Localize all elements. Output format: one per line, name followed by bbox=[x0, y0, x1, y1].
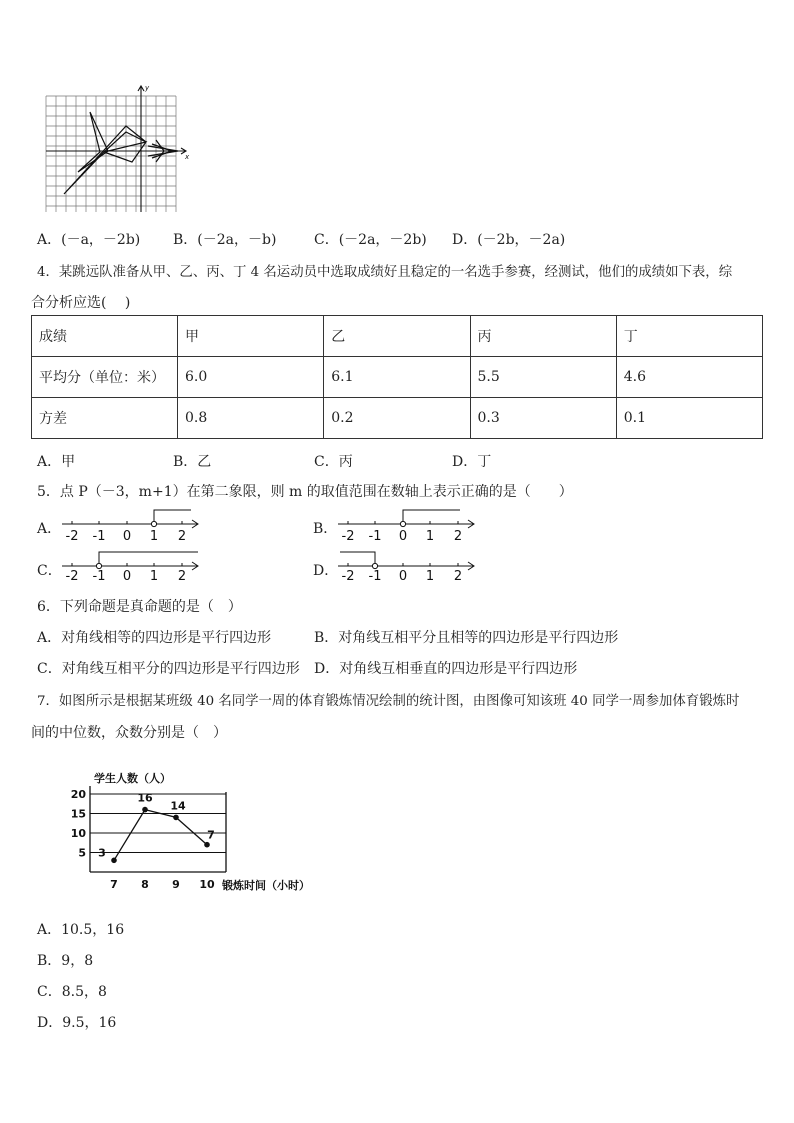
x-tick-label: 7 bbox=[110, 878, 118, 891]
table-cell: 平均分（单位：米） bbox=[32, 357, 178, 398]
x-tick-label: 8 bbox=[141, 878, 149, 891]
tick-label: -2 bbox=[65, 529, 79, 544]
table-header-cell: 丁 bbox=[616, 316, 762, 357]
data-label: 7 bbox=[207, 828, 215, 842]
x-tick-label: 10 bbox=[199, 878, 215, 891]
tick-label: 2 bbox=[453, 529, 463, 544]
q3-option-c: C．(－2a，－2b) bbox=[314, 232, 427, 248]
tick-label: 0 bbox=[398, 569, 408, 584]
data-point bbox=[173, 815, 179, 821]
table-row bbox=[32, 398, 763, 439]
tick-label: 2 bbox=[177, 569, 187, 584]
table-header-row bbox=[32, 316, 763, 357]
data-label: 16 bbox=[137, 791, 153, 805]
q6-stem: 6．下列命题是真命题的是（ ） bbox=[37, 599, 242, 615]
table-cell: 方差 bbox=[32, 398, 178, 439]
tick-label: 1 bbox=[149, 569, 159, 584]
y-tick-label: 10 bbox=[70, 827, 86, 840]
table-cell: 0.8 bbox=[178, 398, 324, 439]
q5-option-d-letter: D． bbox=[313, 563, 339, 579]
q3-y-axis-label: y bbox=[145, 84, 150, 92]
table-cell: 6.1 bbox=[324, 357, 470, 398]
q4-option-b: B．乙 bbox=[173, 454, 212, 470]
q4-stem-line-1: 4．某跳远队准备从甲、乙、丙、丁 4 名运动员中选取成绩好且稳定的一名选手参赛，经测试，他们的成绩如下表，综 bbox=[37, 265, 733, 280]
q4-stem-line-2: 合分析应选( ) bbox=[31, 295, 131, 311]
data-point bbox=[142, 807, 148, 813]
q5-number-line-a bbox=[58, 505, 208, 545]
tick-label: -2 bbox=[65, 569, 79, 584]
tick-label: 0 bbox=[122, 569, 132, 584]
chart-y-axis-label: 学生人数（人） bbox=[94, 772, 171, 785]
q7-stem-line-1: 7．如图所示是根据某班级 40 名同学一周的体育锻炼情况绘制的统计图，由图像可知该班 40 同学一周参加体育锻炼时 bbox=[37, 694, 740, 709]
tick-label: -2 bbox=[341, 569, 355, 584]
table-cell: 0.3 bbox=[470, 398, 616, 439]
tick-label: 2 bbox=[177, 529, 187, 544]
tick-label: 2 bbox=[453, 569, 463, 584]
chart-marks bbox=[71, 788, 215, 891]
x-tick-label: 9 bbox=[172, 878, 180, 891]
q5-option-c-letter: C． bbox=[37, 563, 62, 579]
table-cell: 6.0 bbox=[178, 357, 324, 398]
q7-option-b: B．9，8 bbox=[37, 953, 94, 969]
q7-stem-line-2: 间的中位数，众数分别是（ ） bbox=[31, 725, 227, 741]
q7-option-a: A．10.5，16 bbox=[37, 922, 125, 938]
table-cell: 0.1 bbox=[616, 398, 762, 439]
data-point bbox=[111, 858, 117, 864]
q7-line-chart bbox=[60, 768, 340, 896]
data-point bbox=[204, 842, 210, 848]
data-label: 3 bbox=[98, 846, 106, 860]
q7-option-d: D．9.5，16 bbox=[37, 1015, 117, 1031]
tick-label: 1 bbox=[425, 529, 435, 544]
q5-option-a-letter: A． bbox=[37, 521, 62, 537]
table-header-cell: 乙 bbox=[324, 316, 470, 357]
q6-option-a: A．对角线相等的四边形是平行四边形 bbox=[37, 630, 272, 646]
table-cell: 0.2 bbox=[324, 398, 470, 439]
q5-number-line-b bbox=[334, 505, 484, 545]
q3-option-d: D．(－2b，－2a) bbox=[452, 232, 566, 248]
q3-x-axis-label: x bbox=[185, 153, 190, 161]
tick-label: -1 bbox=[92, 569, 106, 584]
tick-label: -1 bbox=[368, 529, 382, 544]
y-tick-label: 20 bbox=[70, 788, 86, 801]
tick-label: -1 bbox=[92, 529, 106, 544]
q7-option-c: C．8.5，8 bbox=[37, 984, 107, 1000]
table-row bbox=[32, 357, 763, 398]
table-cell: 5.5 bbox=[470, 357, 616, 398]
data-label: 14 bbox=[170, 799, 186, 813]
q5-stem: 5．点 P（－3，m+1）在第二象限，则 m 的取值范围在数轴上表示正确的是（ ） bbox=[37, 484, 573, 500]
table-cell: 4.6 bbox=[616, 357, 762, 398]
q5-number-line-d bbox=[334, 547, 484, 587]
tick-label: 1 bbox=[149, 529, 159, 544]
q4-score-table bbox=[31, 315, 763, 439]
q5-option-b-letter: B． bbox=[313, 521, 338, 537]
tick-label: 0 bbox=[398, 529, 408, 544]
tick-label: 1 bbox=[425, 569, 435, 584]
tick-label: -2 bbox=[341, 529, 355, 544]
table-header-cell: 成绩 bbox=[32, 316, 178, 357]
y-tick-label: 15 bbox=[70, 807, 86, 821]
chart-frame bbox=[90, 786, 226, 872]
tick-label: -1 bbox=[368, 569, 382, 584]
q3-grid-figure bbox=[44, 82, 194, 214]
chart-x-axis-label: 锻炼时间（小时） bbox=[222, 879, 310, 892]
tick-label: 0 bbox=[122, 529, 132, 544]
q3-option-a: A．(－a，－2b) bbox=[37, 232, 141, 248]
q4-option-c: C．丙 bbox=[314, 454, 353, 470]
q4-option-a: A．甲 bbox=[37, 454, 76, 470]
q6-option-d: D．对角线互相垂直的四边形是平行四边形 bbox=[314, 661, 578, 677]
q6-option-b: B．对角线互相平分且相等的四边形是平行四边形 bbox=[314, 630, 619, 646]
q4-option-d: D．丁 bbox=[452, 454, 492, 470]
q3-option-b: B．(－2a，－b) bbox=[173, 232, 277, 248]
table-header-cell: 丙 bbox=[470, 316, 616, 357]
table-header-cell: 甲 bbox=[178, 316, 324, 357]
q6-option-c: C．对角线互相平分的四边形是平行四边形 bbox=[37, 661, 300, 677]
q5-number-line-c bbox=[58, 547, 208, 587]
y-tick-label: 5 bbox=[78, 846, 86, 860]
